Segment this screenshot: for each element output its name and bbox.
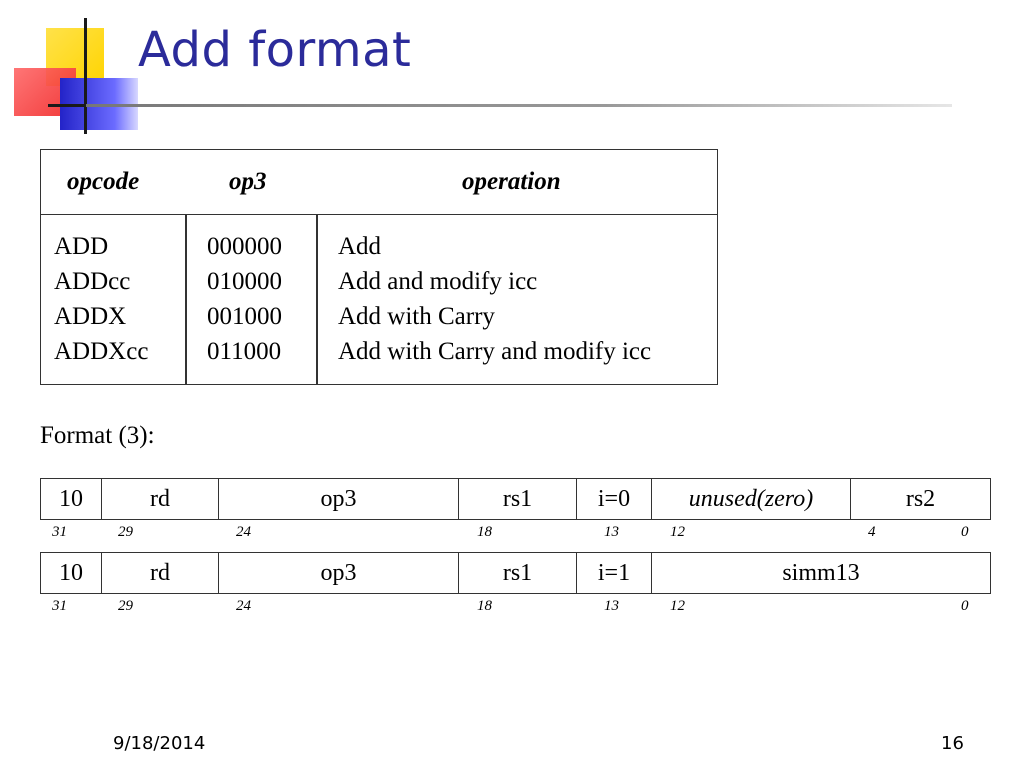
bit-label: 29 <box>118 598 133 614</box>
slide-logo <box>0 0 140 140</box>
bit-label: 24 <box>236 524 251 540</box>
cell-op3: 001000 <box>207 303 282 330</box>
cell-operation: Add and modify icc <box>338 268 538 295</box>
bit-label: 13 <box>604 598 619 614</box>
column-divider <box>316 215 318 384</box>
bit-label: 24 <box>236 598 251 614</box>
cell-op3: 011000 <box>207 338 282 365</box>
cell-opcode: ADDcc <box>54 268 131 295</box>
cell-operation: Add <box>338 233 382 260</box>
field-unused: unused(zero) <box>651 479 850 519</box>
cell-op3: 010000 <box>207 268 282 295</box>
bit-label: 31 <box>52 524 67 540</box>
slide-date: 9/18/2014 <box>113 733 206 754</box>
field-op: 10 <box>59 559 83 586</box>
field-simm13: simm13 <box>651 553 990 593</box>
opcode-column <box>54 229 148 369</box>
format-label: Format (3): <box>40 422 155 449</box>
operation-column <box>338 229 651 369</box>
logo-vertical-line <box>84 18 87 134</box>
field-op3: op3 <box>218 479 458 519</box>
cell-op3: 000000 <box>207 233 282 260</box>
bit-label: 29 <box>118 524 133 540</box>
opcode-table-header <box>41 150 717 215</box>
cell-operation: Add with Carry and modify icc <box>338 338 652 365</box>
bit-label: 13 <box>604 524 619 540</box>
field-rs2: rs2 <box>850 479 990 519</box>
field-rd: rd <box>101 479 218 519</box>
field-rd: rd <box>101 553 218 593</box>
cell-opcode: ADDXcc <box>54 338 149 365</box>
bit-label: 12 <box>670 598 685 614</box>
title-underline <box>86 104 952 107</box>
cell-operation: Add with Carry <box>338 303 495 330</box>
cell-opcode: ADD <box>54 233 109 260</box>
column-divider <box>185 215 187 384</box>
opcode-table <box>40 149 718 385</box>
format-row-i1 <box>40 552 991 594</box>
header-op3: op3 <box>229 168 267 195</box>
cell-opcode: ADDX <box>54 303 127 330</box>
header-opcode: opcode <box>67 168 140 195</box>
field-i: i=1 <box>576 553 651 593</box>
bit-label: 12 <box>670 524 685 540</box>
slide-title: Add format <box>138 22 412 78</box>
bit-label: 31 <box>52 598 67 614</box>
bit-label: 0 <box>961 598 969 614</box>
bit-label: 0 <box>961 524 969 540</box>
field-rs1: rs1 <box>458 479 576 519</box>
format-row-i0 <box>40 478 991 520</box>
bit-label: 4 <box>868 524 876 540</box>
bit-label: 18 <box>477 598 492 614</box>
field-i: i=0 <box>576 479 651 519</box>
slide-page-number: 16 <box>941 733 964 754</box>
field-rs1: rs1 <box>458 553 576 593</box>
field-op3: op3 <box>218 553 458 593</box>
bit-label: 18 <box>477 524 492 540</box>
op3-column <box>207 229 282 369</box>
header-operation: operation <box>462 168 561 195</box>
field-op: 10 <box>59 485 83 512</box>
